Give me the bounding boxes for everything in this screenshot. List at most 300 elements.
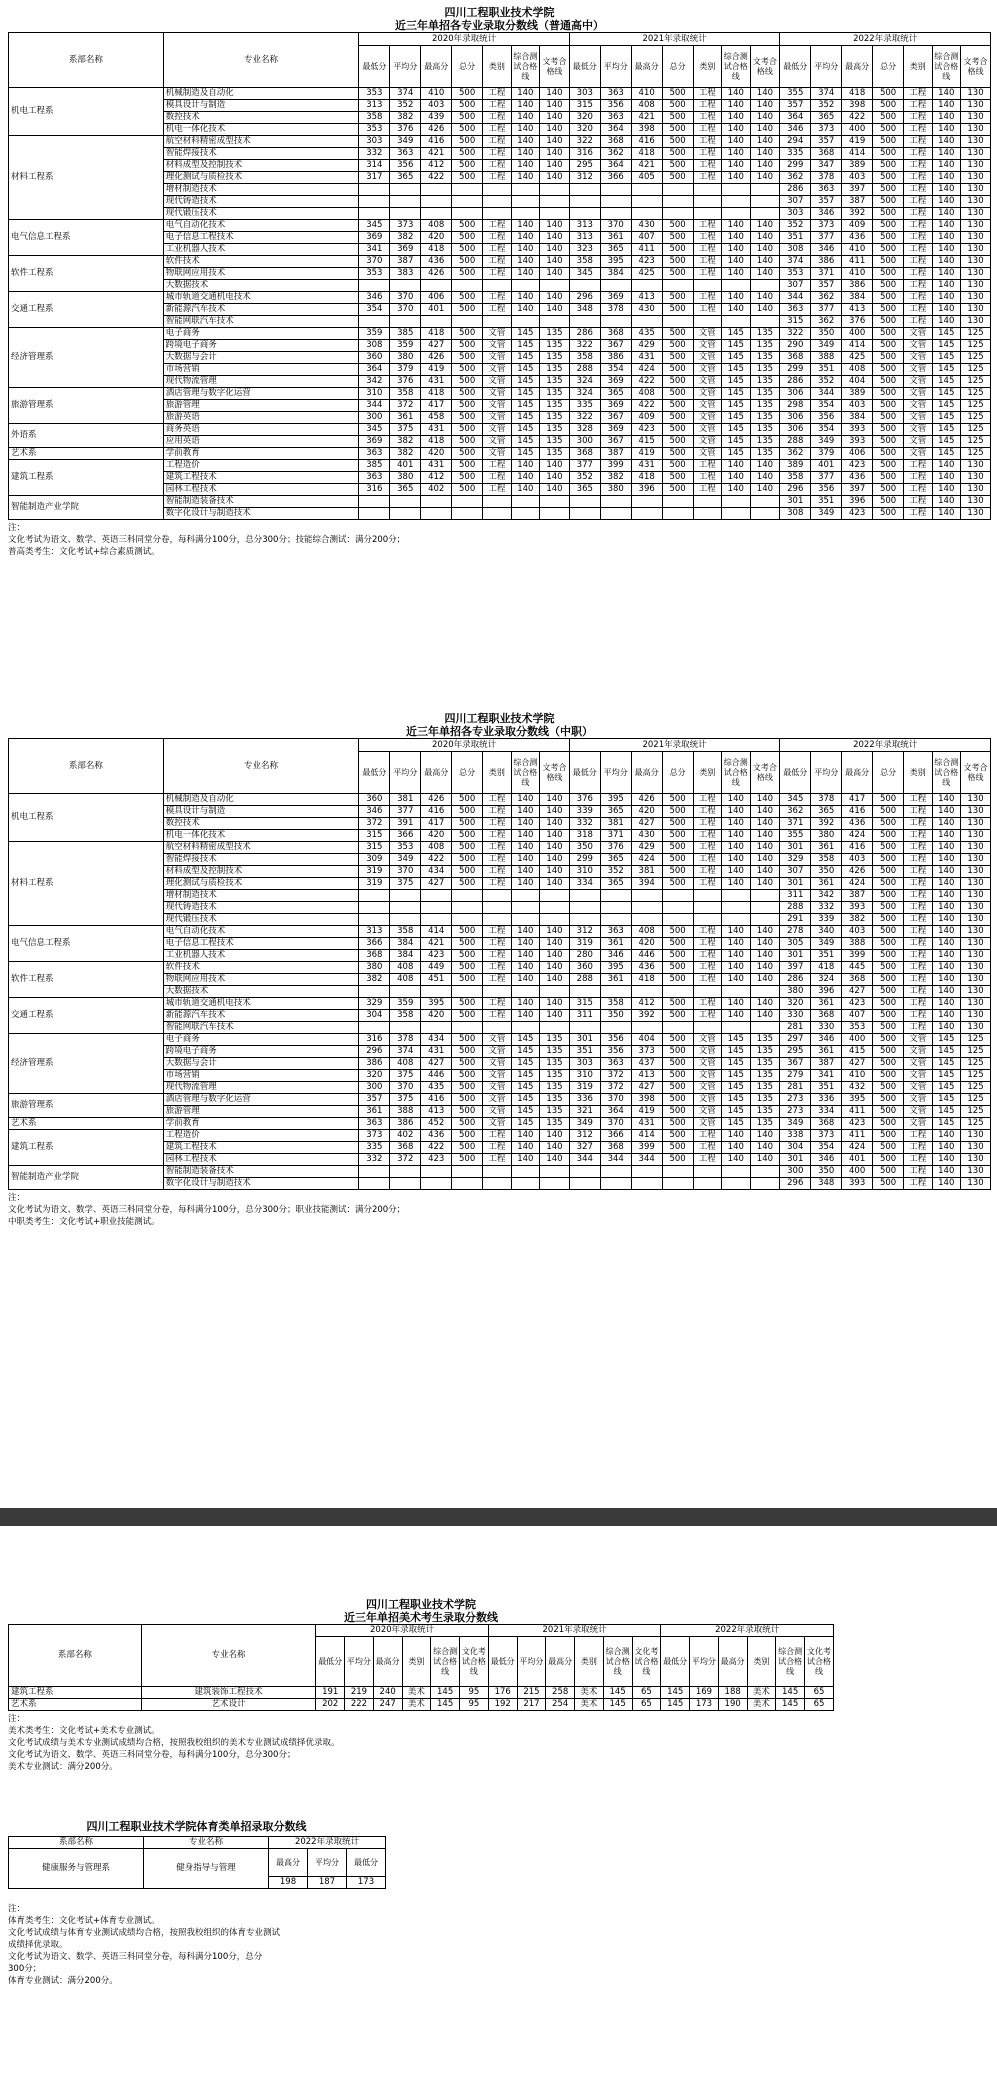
score-cell: 397 — [842, 484, 873, 496]
table-row — [9, 460, 991, 472]
score-cell: 329 — [359, 998, 390, 1010]
score-cell — [600, 986, 631, 998]
score-cell: 140 — [750, 1130, 780, 1142]
score-cell — [569, 914, 600, 926]
score-cell: 176 — [488, 1687, 517, 1699]
score-cell: 387 — [811, 1058, 842, 1070]
score-cell: 348 — [811, 1178, 842, 1190]
score-cell: 416 — [842, 806, 873, 818]
score-cell: 393 — [842, 424, 873, 436]
score-cell — [693, 914, 721, 926]
score-cell — [421, 914, 452, 926]
section-general-high-school — [8, 6, 991, 558]
score-cell: 130 — [960, 472, 990, 484]
header-col: 平均分 — [600, 46, 631, 88]
score-cell — [722, 508, 750, 520]
score-cell: 145 — [932, 448, 960, 460]
score-cell: 工程 — [904, 172, 932, 184]
score-cell: 392 — [811, 818, 842, 830]
score-cell: 334 — [811, 1106, 842, 1118]
score-cell: 145 — [511, 1058, 539, 1070]
header-col: 平均分 — [345, 1637, 374, 1687]
score-cell: 500 — [662, 938, 693, 950]
score-cell: 500 — [452, 1106, 483, 1118]
score-cell: 130 — [960, 1154, 990, 1166]
score-cell — [540, 1166, 570, 1178]
section-vocational — [8, 712, 991, 1228]
score-cell: 140 — [540, 472, 570, 484]
score-cell — [540, 890, 570, 902]
table-row — [9, 292, 991, 304]
score-cell: 500 — [452, 998, 483, 1010]
score-cell: 140 — [722, 148, 750, 160]
score-cell: 文管 — [904, 388, 932, 400]
score-cell: 135 — [750, 1034, 780, 1046]
dept-name: 健康服务与管理系 — [9, 1849, 144, 1889]
score-cell: 130 — [960, 160, 990, 172]
score-cell: 130 — [960, 854, 990, 866]
score-cell — [452, 914, 483, 926]
score-cell — [452, 890, 483, 902]
table-row — [9, 88, 991, 100]
score-cell: 文管 — [483, 328, 511, 340]
score-cell: 工程 — [904, 794, 932, 806]
score-cell: 工程 — [904, 244, 932, 256]
score-cell — [600, 902, 631, 914]
score-cell: 工程 — [483, 998, 511, 1010]
score-cell: 140 — [511, 938, 539, 950]
score-cell: 362 — [780, 172, 811, 184]
major-name: 物联网应用技术 — [163, 268, 359, 280]
score-cell: 369 — [359, 232, 390, 244]
score-cell: 145 — [722, 436, 750, 448]
score-cell: 430 — [631, 304, 662, 316]
score-cell: 361 — [811, 842, 842, 854]
score-cell: 140 — [511, 842, 539, 854]
score-cell: 320 — [569, 124, 600, 136]
note-line: 中职类考生：文化考试+职业技能测试。 — [8, 1217, 160, 1227]
score-cell: 355 — [780, 830, 811, 842]
score-cell: 工程 — [693, 100, 721, 112]
score-cell: 500 — [873, 1166, 904, 1178]
score-cell — [511, 508, 539, 520]
score-cell: 356 — [811, 484, 842, 496]
score-cell: 500 — [452, 352, 483, 364]
score-cell: 工程 — [693, 484, 721, 496]
score-cell: 140 — [750, 232, 780, 244]
note-line: 文化考试为语文、数学、英语三科同堂分卷，每科满分100分，总分300分； — [8, 1750, 296, 1760]
score-cell: 140 — [750, 256, 780, 268]
score-cell: 388 — [842, 938, 873, 950]
score-cell: 140 — [722, 854, 750, 866]
score-cell: 342 — [811, 890, 842, 902]
major-name: 健身指导与管理 — [144, 1849, 269, 1889]
score-cell: 500 — [452, 484, 483, 496]
score-cell: 500 — [662, 376, 693, 388]
dept-name: 电气信息工程系 — [9, 220, 164, 256]
score-cell: 500 — [452, 400, 483, 412]
score-cell: 工程 — [904, 196, 932, 208]
score-cell: 140 — [540, 484, 570, 496]
note-line: 成绩择优录取。 — [8, 1940, 68, 1950]
score-cell: 工程 — [904, 88, 932, 100]
score-cell: 工程 — [693, 866, 721, 878]
score-cell: 500 — [452, 112, 483, 124]
score-cell: 434 — [421, 1034, 452, 1046]
score-cell — [540, 902, 570, 914]
score-cell — [511, 208, 539, 220]
score-cell — [452, 1166, 483, 1178]
score-cell: 362 — [811, 292, 842, 304]
major-name: 市场营销 — [163, 1070, 359, 1082]
score-cell: 358 — [811, 854, 842, 866]
score-cell: 500 — [662, 328, 693, 340]
score-cell: 413 — [631, 292, 662, 304]
score-cell: 工程 — [904, 890, 932, 902]
score-cell: 130 — [960, 818, 990, 830]
score-cell: 423 — [842, 1118, 873, 1130]
score-cell: 358 — [600, 998, 631, 1010]
score-cell: 135 — [540, 1106, 570, 1118]
score-cell: 353 — [842, 1022, 873, 1034]
score-cell: 500 — [873, 460, 904, 472]
score-cell: 500 — [873, 472, 904, 484]
score-cell: 389 — [780, 460, 811, 472]
score-cell: 140 — [750, 304, 780, 316]
score-cell: 500 — [873, 866, 904, 878]
score-cell: 145 — [722, 352, 750, 364]
score-cell: 500 — [452, 148, 483, 160]
score-cell: 500 — [452, 304, 483, 316]
score-cell — [483, 890, 511, 902]
score-cell: 文管 — [483, 1082, 511, 1094]
major-name: 园林工程技术 — [163, 484, 359, 496]
score-cell: 364 — [600, 1106, 631, 1118]
header-col: 文考合格线 — [960, 46, 990, 88]
score-cell: 140 — [932, 830, 960, 842]
header-col: 类别 — [402, 1637, 431, 1687]
score-cell: 324 — [811, 974, 842, 986]
score-cell: 446 — [631, 950, 662, 962]
score-cell: 361 — [359, 1106, 390, 1118]
score-cell: 140 — [750, 878, 780, 890]
score-cell: 140 — [540, 268, 570, 280]
score-cell: 130 — [960, 1142, 990, 1154]
score-cell: 301 — [780, 496, 811, 508]
score-cell — [483, 1166, 511, 1178]
score-cell: 353 — [780, 268, 811, 280]
score-cell: 399 — [600, 460, 631, 472]
score-cell — [359, 196, 390, 208]
score-cell: 411 — [842, 1106, 873, 1118]
score-cell: 412 — [631, 998, 662, 1010]
score-cell: 文管 — [693, 1070, 721, 1082]
score-cell: 368 — [359, 950, 390, 962]
header-col: 最高分 — [373, 1637, 402, 1687]
score-cell: 429 — [631, 842, 662, 854]
score-cell — [750, 1178, 780, 1190]
score-cell: 工程 — [904, 208, 932, 220]
major-name: 机电一体化技术 — [163, 124, 359, 136]
score-cell: 380 — [359, 962, 390, 974]
score-cell: 398 — [631, 124, 662, 136]
score-cell: 410 — [842, 268, 873, 280]
score-cell: 400 — [842, 1034, 873, 1046]
score-cell: 工程 — [904, 902, 932, 914]
score-cell: 402 — [390, 1130, 421, 1142]
score-cell: 140 — [932, 902, 960, 914]
score-cell: 418 — [421, 244, 452, 256]
score-cell: 140 — [932, 1154, 960, 1166]
score-cell — [569, 986, 600, 998]
score-cell — [600, 208, 631, 220]
score-cell: 130 — [960, 878, 990, 890]
score-cell: 140 — [932, 100, 960, 112]
score-cell: 135 — [750, 1106, 780, 1118]
score-cell — [540, 208, 570, 220]
score-cell: 500 — [452, 1046, 483, 1058]
score-cell — [421, 208, 452, 220]
score-cell: 工程 — [904, 100, 932, 112]
score-table-art — [8, 1624, 834, 1711]
score-cell: 360 — [359, 794, 390, 806]
score-cell: 500 — [873, 244, 904, 256]
header-col: 类别 — [904, 46, 932, 88]
score-cell: 工程 — [483, 854, 511, 866]
score-cell: 140 — [540, 926, 570, 938]
score-cell: 500 — [662, 926, 693, 938]
table-row — [9, 256, 991, 268]
score-cell: 130 — [960, 998, 990, 1010]
score-cell: 500 — [873, 256, 904, 268]
score-cell: 135 — [540, 1046, 570, 1058]
score-cell: 140 — [932, 998, 960, 1010]
score-cell: 145 — [511, 1094, 539, 1106]
score-cell: 217 — [517, 1699, 546, 1711]
score-cell: 145 — [511, 364, 539, 376]
score-cell: 344 — [631, 1154, 662, 1166]
score-cell: 140 — [750, 926, 780, 938]
score-cell: 342 — [359, 376, 390, 388]
score-cell: 370 — [390, 304, 421, 316]
score-cell — [722, 316, 750, 328]
score-cell: 352 — [569, 472, 600, 484]
score-cell: 335 — [359, 1142, 390, 1154]
score-cell: 372 — [600, 1070, 631, 1082]
score-cell: 358 — [569, 256, 600, 268]
major-name: 电子商务 — [163, 1034, 359, 1046]
major-name: 电气自动化技术 — [163, 926, 359, 938]
score-cell: 140 — [540, 1010, 570, 1022]
score-cell: 308 — [780, 508, 811, 520]
score-cell: 135 — [540, 376, 570, 388]
score-cell: 工程 — [904, 974, 932, 986]
note-line: 注： — [8, 1193, 26, 1203]
score-cell: 140 — [932, 914, 960, 926]
score-cell: 500 — [873, 974, 904, 986]
score-cell: 500 — [873, 352, 904, 364]
score-cell: 415 — [631, 436, 662, 448]
header-col: 类别 — [693, 46, 721, 88]
score-cell: 140 — [722, 1142, 750, 1154]
score-cell: 500 — [873, 160, 904, 172]
score-cell: 449 — [421, 962, 452, 974]
score-cell: 135 — [750, 1094, 780, 1106]
score-cell: 500 — [873, 340, 904, 352]
table-notes — [8, 1713, 834, 1773]
score-cell: 352 — [811, 100, 842, 112]
score-cell: 工程 — [693, 304, 721, 316]
score-cell: 文管 — [904, 352, 932, 364]
score-cell — [722, 890, 750, 902]
score-cell: 381 — [600, 818, 631, 830]
score-cell: 工程 — [904, 148, 932, 160]
score-cell: 395 — [842, 1094, 873, 1106]
score-cell — [452, 208, 483, 220]
score-cell: 395 — [600, 794, 631, 806]
score-cell — [483, 508, 511, 520]
score-cell: 375 — [390, 1070, 421, 1082]
dept-name: 交通工程系 — [9, 292, 164, 328]
score-cell: 500 — [662, 136, 693, 148]
score-cell: 130 — [960, 866, 990, 878]
score-cell: 工程 — [483, 172, 511, 184]
score-cell: 386 — [811, 256, 842, 268]
table-title: 近三年单招美术考生录取分数线 — [344, 1611, 498, 1624]
score-cell: 145 — [511, 1082, 539, 1094]
score-cell — [390, 986, 421, 998]
score-cell: 工程 — [904, 986, 932, 998]
score-cell: 145 — [511, 352, 539, 364]
score-cell: 378 — [811, 172, 842, 184]
score-cell: 372 — [390, 400, 421, 412]
score-cell: 309 — [359, 854, 390, 866]
score-cell: 290 — [780, 340, 811, 352]
score-cell: 500 — [452, 388, 483, 400]
score-cell: 349 — [569, 1118, 600, 1130]
score-cell: 140 — [511, 112, 539, 124]
score-cell: 370 — [600, 1118, 631, 1130]
score-cell: 130 — [960, 232, 990, 244]
header-col: 平均分 — [517, 1637, 546, 1687]
score-cell — [483, 902, 511, 914]
score-cell: 386 — [600, 352, 631, 364]
score-cell: 393 — [842, 1178, 873, 1190]
score-cell: 280 — [569, 950, 600, 962]
score-cell: 工程 — [483, 818, 511, 830]
score-cell — [359, 1178, 390, 1190]
header-col: 总分 — [662, 752, 693, 794]
score-cell: 140 — [540, 244, 570, 256]
header-year: 2021年录取统计 — [569, 739, 779, 752]
score-cell: 500 — [873, 926, 904, 938]
score-cell: 500 — [452, 1082, 483, 1094]
score-cell: 365 — [600, 854, 631, 866]
score-cell: 365 — [569, 484, 600, 496]
score-cell: 140 — [932, 160, 960, 172]
score-cell: 408 — [631, 100, 662, 112]
score-cell — [722, 208, 750, 220]
score-cell: 431 — [631, 460, 662, 472]
score-cell: 500 — [873, 878, 904, 890]
score-table-general — [8, 32, 991, 520]
score-cell: 140 — [932, 962, 960, 974]
score-cell: 417 — [842, 794, 873, 806]
score-cell: 356 — [811, 412, 842, 424]
score-cell: 413 — [421, 1106, 452, 1118]
score-cell: 135 — [540, 436, 570, 448]
score-cell: 420 — [421, 830, 452, 842]
note-line: 文化考试为语文、数学、英语三科同堂分卷，每科满分100分，总分 — [8, 1952, 263, 1962]
score-cell: 370 — [600, 220, 631, 232]
score-cell: 工程 — [483, 866, 511, 878]
score-cell: 350 — [600, 1010, 631, 1022]
score-cell: 380 — [811, 830, 842, 842]
score-cell: 427 — [421, 1058, 452, 1070]
score-cell: 336 — [811, 1094, 842, 1106]
header-year: 2020年录取统计 — [359, 33, 569, 46]
score-cell: 工程 — [483, 806, 511, 818]
score-cell: 349 — [811, 436, 842, 448]
score-cell: 416 — [421, 806, 452, 818]
score-cell: 130 — [960, 902, 990, 914]
score-cell: 398 — [631, 1094, 662, 1106]
score-cell: 329 — [780, 854, 811, 866]
score-cell: 368 — [842, 974, 873, 986]
major-name: 旅游英语 — [163, 412, 359, 424]
score-cell: 340 — [811, 926, 842, 938]
score-cell: 145 — [603, 1687, 632, 1699]
score-cell: 402 — [421, 484, 452, 496]
score-cell: 工程 — [693, 1130, 721, 1142]
score-cell — [540, 1022, 570, 1034]
score-cell: 350 — [811, 1166, 842, 1178]
score-cell — [693, 890, 721, 902]
header-dept: 系部名称 — [9, 33, 164, 88]
score-cell: 140 — [540, 124, 570, 136]
score-cell: 130 — [960, 890, 990, 902]
score-cell — [511, 902, 539, 914]
score-cell: 125 — [960, 388, 990, 400]
score-cell: 367 — [600, 412, 631, 424]
score-cell: 361 — [600, 974, 631, 986]
major-name: 增材制造技术 — [163, 890, 359, 902]
score-cell: 文管 — [483, 376, 511, 388]
note-line: 文化考试为语文、数学、英语三科同堂分卷，每科满分100分，总分300分；职业技能测试：满分200分； — [8, 1205, 406, 1215]
score-cell: 135 — [750, 340, 780, 352]
score-cell — [452, 280, 483, 292]
score-cell: 316 — [359, 484, 390, 496]
score-cell: 文管 — [693, 424, 721, 436]
score-cell: 65 — [805, 1687, 834, 1699]
score-cell: 文管 — [483, 364, 511, 376]
score-cell: 140 — [540, 806, 570, 818]
score-cell: 文管 — [693, 1046, 721, 1058]
score-cell: 工程 — [904, 292, 932, 304]
score-cell: 140 — [932, 292, 960, 304]
score-cell — [750, 1022, 780, 1034]
score-cell: 353 — [359, 268, 390, 280]
score-cell: 370 — [600, 1094, 631, 1106]
score-cell: 美术 — [402, 1687, 431, 1699]
score-cell: 500 — [662, 472, 693, 484]
score-cell: 368 — [811, 148, 842, 160]
score-cell: 140 — [750, 962, 780, 974]
note-line: 注： — [8, 1714, 26, 1724]
major-name: 艺术设计 — [141, 1699, 316, 1711]
score-cell: 500 — [452, 854, 483, 866]
score-cell: 377 — [569, 460, 600, 472]
